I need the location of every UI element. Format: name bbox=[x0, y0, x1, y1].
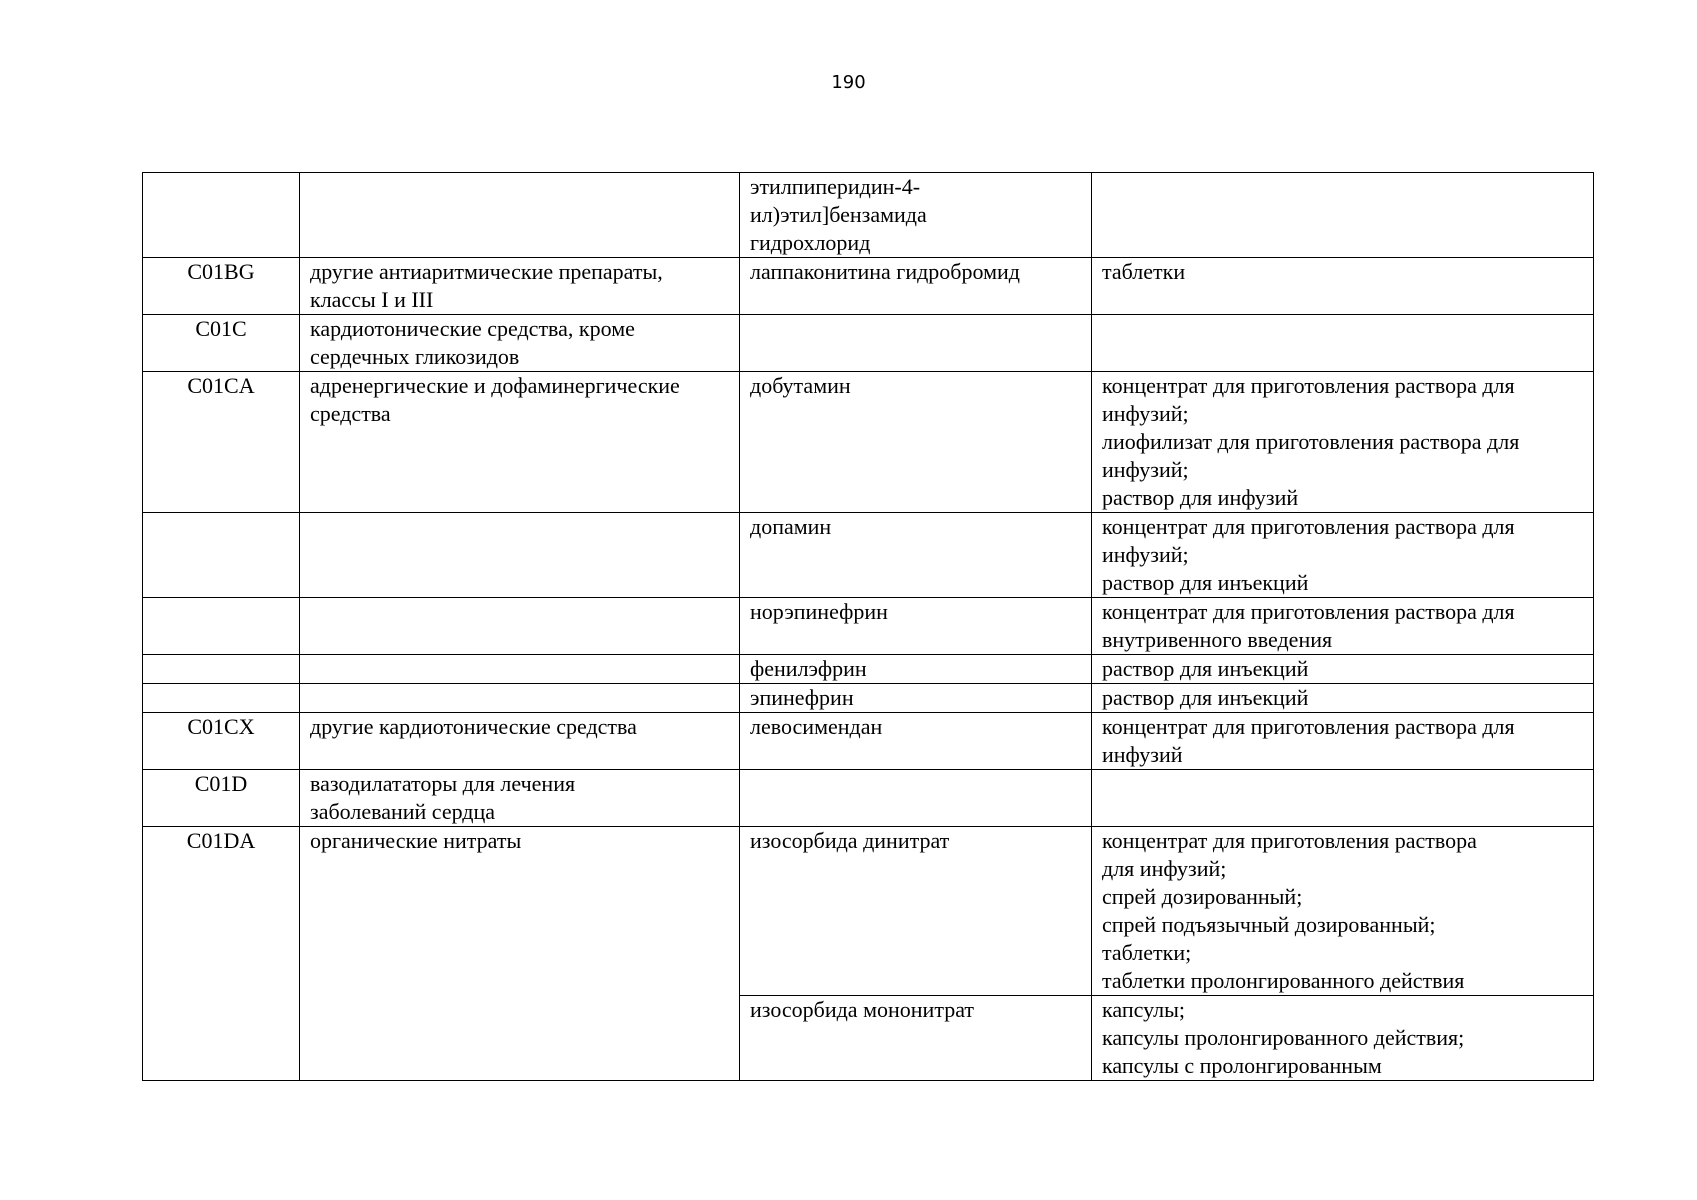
group-cell bbox=[300, 173, 740, 258]
atc-code-cell bbox=[143, 513, 300, 598]
forms-cell: концентрат для приготовления раствора для инфузий; спрей дозированный; спрей подъязычный дозированный; таблетки; таблетки пролонгированного действия bbox=[1092, 827, 1594, 996]
group-cell bbox=[300, 513, 740, 598]
drug-cell: допамин bbox=[740, 513, 1092, 598]
drug-cell: изосорбида мононитрат bbox=[740, 996, 1092, 1081]
forms-cell: концентрат для приготовления раствора для инфузий bbox=[1092, 713, 1594, 770]
atc-code-cell: C01BG bbox=[143, 258, 300, 315]
table-row bbox=[143, 173, 1594, 258]
page-number: 190 bbox=[831, 72, 866, 93]
group-cell: другие антиаритмические препараты, классы I и III bbox=[300, 258, 740, 315]
forms-cell: таблетки bbox=[1092, 258, 1594, 315]
table-row bbox=[143, 598, 1594, 655]
table-row bbox=[143, 827, 1594, 996]
forms-cell: концентрат для приготовления раствора для инфузий; лиофилизат для приготовления раствора для инфузий; раствор для инфузий bbox=[1092, 372, 1594, 513]
forms-cell: концентрат для приготовления раствора для внутривенного введения bbox=[1092, 598, 1594, 655]
drug-cell: лаппаконитина гидробромид bbox=[740, 258, 1092, 315]
group-cell bbox=[300, 684, 740, 713]
drug-cell: изосорбида динитрат bbox=[740, 827, 1092, 996]
atc-code-cell bbox=[143, 598, 300, 655]
group-cell: вазодилататоры для лечения заболеваний сердца bbox=[300, 770, 740, 827]
group-cell: другие кардиотонические средства bbox=[300, 713, 740, 770]
atc-code-cell bbox=[143, 655, 300, 684]
table-row bbox=[143, 770, 1594, 827]
drug-cell: норэпинефрин bbox=[740, 598, 1092, 655]
forms-cell: раствор для инъекций bbox=[1092, 655, 1594, 684]
forms-cell bbox=[1092, 173, 1594, 258]
drug-cell: добутамин bbox=[740, 372, 1092, 513]
atc-code-cell: C01CA bbox=[143, 372, 300, 513]
atc-code-cell: C01D bbox=[143, 770, 300, 827]
table-row bbox=[143, 713, 1594, 770]
drug-cell: фенилэфрин bbox=[740, 655, 1092, 684]
drug-cell: эпинефрин bbox=[740, 684, 1092, 713]
table-row bbox=[143, 258, 1594, 315]
atc-code-cell: C01DA bbox=[143, 827, 300, 1081]
forms-cell: концентрат для приготовления раствора для инфузий; раствор для инъекций bbox=[1092, 513, 1594, 598]
table-row bbox=[143, 684, 1594, 713]
drug-table bbox=[142, 172, 1594, 1081]
forms-cell bbox=[1092, 315, 1594, 372]
table-row bbox=[143, 315, 1594, 372]
atc-code-cell: C01C bbox=[143, 315, 300, 372]
forms-cell bbox=[1092, 770, 1594, 827]
drug-cell bbox=[740, 770, 1092, 827]
atc-code-cell bbox=[143, 173, 300, 258]
forms-cell: раствор для инъекций bbox=[1092, 684, 1594, 713]
table-row bbox=[143, 513, 1594, 598]
atc-code-cell: C01CX bbox=[143, 713, 300, 770]
group-cell bbox=[300, 655, 740, 684]
drug-cell bbox=[740, 315, 1092, 372]
drug-cell: левосимендан bbox=[740, 713, 1092, 770]
drug-cell: этилпиперидин-4- ил)этил]бензамида гидрохлорид bbox=[740, 173, 1092, 258]
group-cell: органические нитраты bbox=[300, 827, 740, 1081]
forms-cell: капсулы; капсулы пролонгированного действия; капсулы с пролонгированным bbox=[1092, 996, 1594, 1081]
table-row bbox=[143, 655, 1594, 684]
group-cell bbox=[300, 598, 740, 655]
group-cell: адренергические и дофаминергические средства bbox=[300, 372, 740, 513]
atc-code-cell bbox=[143, 684, 300, 713]
group-cell: кардиотонические средства, кроме сердечных гликозидов bbox=[300, 315, 740, 372]
table-row bbox=[143, 372, 1594, 513]
